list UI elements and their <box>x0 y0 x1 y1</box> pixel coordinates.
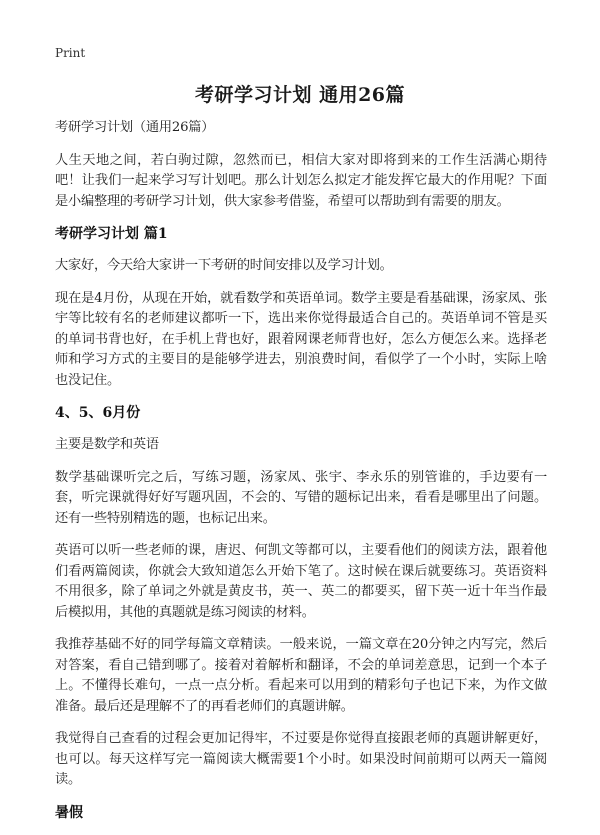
print-link[interactable]: Print <box>55 46 86 60</box>
section-heading-2: 4、5、6月份 <box>55 405 141 421</box>
paragraph: 主要是数学和英语 <box>55 437 159 452</box>
article-subtitle: 考研学习计划（通用26篇） <box>55 120 215 135</box>
paragraph: 英语可以听一些老师的课，唐迟、何凯文等都可以，主要看他们的阅读方法，跟着他们看两篇阅读，你就会大致知道怎么开始下笔了。这时候在课后就要练习。英语资料不用很多，除了单词之外就是黄皮书，英一、英二的都要买，留下英一近十年当作最后模拟用，其他的真题就是练习阅读的材料。 <box>55 543 547 620</box>
paragraph: 我觉得自己查看的过程会更加记得牢，不过要是你觉得直接跟老师的真题讲解更好，也可以。每天这样写完一篇阅读大概需要1个小时。如果没时间前期可以两天一篇阅读。 <box>55 731 547 787</box>
paragraph: 数学基础课听完之后，写练习题，汤家凤、张宇、李永乐的别管谁的，手边要有一套，听完课就得好好写题巩固，不会的、写错的题标记出来，看看是哪里出了问题。还有一些特别精选的题，也标记出来。 <box>55 469 547 526</box>
paragraph: 现在是4月份，从现在开始，就看数学和英语单词。数学主要是看基础课，汤家凤、张宇等比较有名的老师建议都听一下，选出来你觉得最适合自己的。英语单词不管是买的单词书背也好，在手机上背也好，跟着网课老师背也好，怎么方便怎么来。选择老师和学习方式的主要目的是能够学进去，别浪费时间，看似学了一个小时，实际上啥也没记住。 <box>55 290 547 388</box>
article-body <box>55 118 547 835</box>
section-heading-3: 暑假 <box>55 804 83 821</box>
paragraph: 大家好，今天给大家讲一下考研的时间安排以及学习计划。 <box>55 258 393 273</box>
paragraph: 我推荐基础不好的同学每篇文章精读。一般来说，一篇文章在20分钟之内写完，然后对答案，看自己错到哪了。接着对着解析和翻译，不会的单词差意思，记到一个本子上。不懂得长难句，一点一点分析。看起来可以用到的精彩句子也记下来，为作文做准备。最后还是理解不了的再看老师们的真题讲解。 <box>55 637 547 714</box>
section-heading-1: 考研学习计划 篇1 <box>55 226 168 242</box>
page-title: 考研学习计划 通用26篇 <box>194 84 406 106</box>
intro-paragraph: 人生天地之间，若白驹过隙，忽然而已，相信大家对即将到来的工作生活满心期待吧！让我们一起来学习写计划吧。那么计划怎么拟定才能发挥它最大的作用呢？下面是小编整理的考研学习计划，供大家参考借鉴，希望可以帮助到有需要的朋友。 <box>55 152 547 209</box>
